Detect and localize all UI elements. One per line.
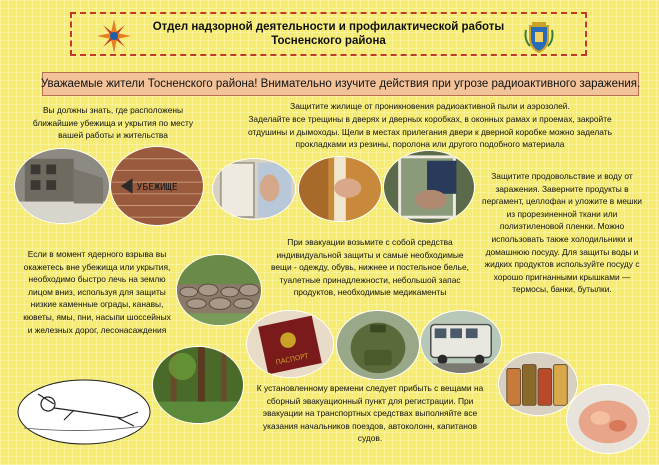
arrival-registration-text: К установленному времени следует прибыть с вещами на сборный эвакуационный пункт для регистрации. При эвакуации на транспортных средствах выполняйте все указания начальников поездов, автоколонн, капитанов судов. [256, 383, 484, 444]
passport-image [246, 310, 334, 378]
evacuation-bus-image [420, 310, 502, 374]
passport-label: ПАСПОРТ [274, 352, 310, 367]
explosion-text: Если в момент ядерного взрыва вы окажетесь вне убежища или укрытия, необходимо быстро лечь на землю лицом вниз, используя для защиты низкие каменные ограды, канавы, кюветы, ямы, пни, насыпи шоссейных и железных дорог, лесонасаждения [23, 249, 171, 335]
abandoned-building-image [14, 148, 110, 224]
evacuation-items-text: При эвакуации возьмите с собой средства индивидуальной защиты и самые необходимые вещи - одежду, обувь, нижнее и постельное белье, туалетные принадлежности, небольшой запас продуктов, необходимые медикаменты [271, 237, 469, 298]
food-jars-image [498, 352, 578, 416]
door-hinge-image [298, 156, 382, 222]
protect-home-title: Защитите жилище от проникновения радиоактивной пыли и аэрозолей. [290, 101, 570, 111]
stone-wall-image [176, 254, 262, 326]
forest-image [152, 346, 244, 424]
protect-home-text: Заделайте все трещины в дверях и дверных коробках, в оконных рамах и проемах, закройте отдушины и дымоходы. Щели в местах прилегания двери к дверной коробке можно заделать прокладками из резины, поролона или другого подобного материала [248, 114, 612, 150]
person-lying-illustration [14, 364, 154, 448]
backpack-image [336, 310, 420, 380]
shelter-sign-label: УБЕЖИЩЕ [136, 181, 178, 193]
header-title-line1: Отдел надзорной деятельности и профилактической работы [152, 21, 505, 33]
window-frame-image [383, 150, 475, 224]
header-title-line2: Тосненского района [271, 35, 386, 47]
food-protection-text: Защитите продовольствие и воду от заражения. Заверните продукты в пергамент, целлофан и уложите в мешки из прорезиненной ткани или полиэтиленовой пленки. Можно использовать также холодильники и домашнюю посуду. Для защиты воды и жидких продуктов используйте посуду с хорошо пригнанными крышками — термосы, банки, бутылки. [482, 171, 642, 295]
page-header [70, 12, 587, 56]
shelter-sign-image [110, 146, 204, 226]
shelter-text: Вы должны знать, где расположены ближайшие убежища и укрытия по месту вашей работы и жительства [32, 105, 194, 141]
coat-of-arms-icon [522, 20, 556, 54]
wrapped-food-image [566, 384, 650, 454]
warning-banner: Уважаемые жители Тосненского района! Внимательно изучите действия при угрозе радиоактивного заражения. [42, 72, 639, 96]
window-sealing-image [212, 158, 296, 220]
